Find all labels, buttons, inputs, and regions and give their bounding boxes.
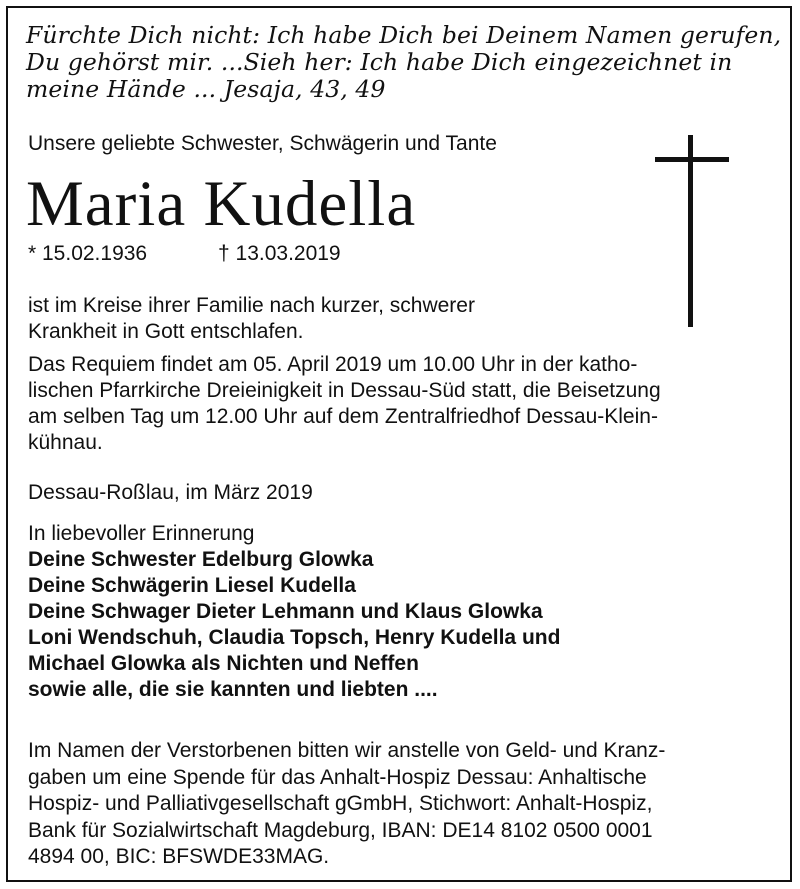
mourners-heading: In liebevoller Erinnerung	[28, 522, 255, 545]
donation-line: Bank für Sozialwirtschaft Magdeburg, IBAN: DE14 8102 0500 0001	[28, 818, 653, 842]
place-and-date: Dessau-Roßlau, im März 2019	[28, 481, 313, 504]
relationship-intro: Unsere geliebte Schwester, Schwägerin und Tante	[28, 132, 497, 155]
mourner-line: Deine Schwägerin Liesel Kudella	[28, 574, 356, 597]
announcement-line: Krankheit in Gott entschlafen.	[28, 320, 304, 343]
birth-date: * 15.02.1936	[28, 242, 148, 265]
requiem-line: am selben Tag um 12.00 Uhr auf dem Zentralfriedhof Dessau-Klein-	[28, 405, 658, 428]
quote-line: Du gehörst mir. ...Sieh her: Ich habe Dich eingezeichnet in	[26, 48, 733, 76]
mourners-list	[28, 521, 560, 703]
announcement-line: ist im Kreise ihrer Familie nach kurzer, schwerer	[28, 294, 475, 317]
death-announcement	[28, 293, 475, 345]
requiem-line: kühnau.	[28, 431, 103, 454]
life-dates	[28, 240, 341, 268]
deceased-name: Maria Kudella	[26, 168, 417, 240]
donation-request	[28, 738, 665, 871]
mourner-line: Loni Wendschuh, Claudia Topsch, Henry Kudella und	[28, 626, 561, 649]
donation-line: gaben um eine Spende für das Anhalt-Hospiz Dessau: Anhaltische	[28, 765, 647, 789]
cross-horizontal-bar	[655, 157, 729, 162]
requiem-details	[28, 352, 661, 456]
mourner-line: Deine Schwager Dieter Lehmann und Klaus Glowka	[28, 600, 543, 623]
requiem-line: lischen Pfarrkirche Dreieinigkeit in Dessau-Süd statt, die Beisetzung	[28, 379, 661, 402]
bible-quote	[26, 21, 782, 103]
requiem-line: Das Requiem findet am 05. April 2019 um 10.00 Uhr in der katho-	[28, 353, 638, 376]
mourner-line: Michael Glowka als Nichten und Neffen	[28, 652, 419, 675]
cross-icon	[655, 135, 729, 327]
donation-line: 4894 00, BIC: BFSWDE33MAG.	[28, 845, 330, 868]
quote-line: meine Hände ... Jesaja, 43, 49	[26, 75, 386, 103]
mourner-line: sowie alle, die sie kannten und liebten ....	[28, 678, 438, 701]
donation-line: Im Namen der Verstorbenen bitten wir anstelle von Geld- und Kranz-	[28, 739, 666, 762]
cross-vertical-bar	[688, 135, 693, 327]
mourner-line: Deine Schwester Edelburg Glowka	[28, 548, 374, 571]
quote-line: Fürchte Dich nicht: Ich habe Dich bei Deinem Namen gerufen,	[26, 21, 782, 49]
death-date: † 13.03.2019	[218, 242, 341, 265]
donation-line: Hospiz- und Palliativgesellschaft gGmbH, Stichwort: Anhalt-Hospiz,	[28, 792, 653, 815]
